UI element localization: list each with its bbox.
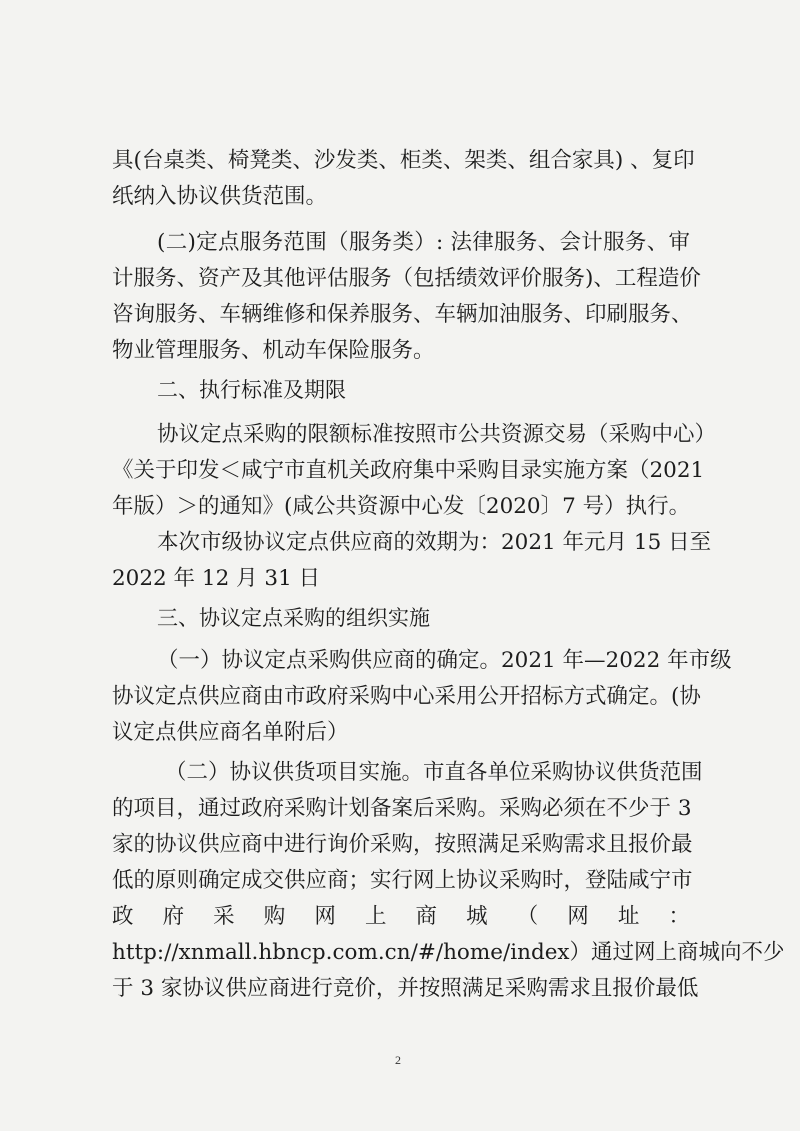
body-text-line: 咨询服务、车辆维修和保养服务、车辆加油服务、印刷服务、: [112, 302, 693, 327]
body-text-line: 年版）＞的通知》(咸公共资源中心发〔2020〕7 号）执行。: [112, 494, 691, 519]
body-text-line: 政 府 采 购 网 上 商 城 （ 网 址 ：: [112, 904, 690, 929]
body-text-line: 议定点供应商名单附后）: [112, 720, 349, 745]
body-text-line: 本次市级协议定点供应商的效期为：2021 年元月 15 日至: [157, 530, 712, 555]
page-number: 2: [395, 1053, 401, 1067]
body-text-line: 纸纳入协议供货范围。: [112, 184, 328, 209]
body-text-line: (二)定点服务范围（服务类）: 法律服务、会计服务、审: [157, 230, 690, 255]
body-text-line: 具(台桌类、椅凳类、沙发类、柜类、架类、组合家具) 、复印: [112, 148, 695, 173]
body-text-line: 2022 年 12 月 31 日: [112, 566, 321, 591]
body-text-line: 低的原则确定成交供应商；实行网上协议采购时，登陆咸宁市: [112, 868, 693, 893]
body-text-line: 协议定点供应商由市政府采购中心采用公开招标方式确定。(协: [112, 684, 701, 709]
body-text-line: 于 3 家协议供应商进行竞价，并按照满足采购需求且报价最低: [112, 976, 699, 1001]
body-text-line: 协议定点采购的限额标准按照市公共资源交易（采购中心）: [157, 422, 717, 447]
body-text-line: （一）协议定点采购供应商的确定。2021 年—2022 年市级: [157, 648, 732, 673]
body-text-line: http://xnmall.hbncp.com.cn/#/home/index）通过网上商城向不少: [112, 940, 785, 965]
body-text-line: 计服务、资产及其他评估服务（包括绩效评价服务)、工程造价: [112, 266, 701, 291]
section-heading: 二、执行标准及期限: [157, 378, 346, 402]
section-heading: 三、协议定点采购的组织实施: [157, 606, 430, 630]
body-text-line: （二）协议供货项目实施。市直各单位采购协议供货范围: [165, 760, 703, 785]
body-text-line: 物业管理服务、机动车保险服务。: [112, 338, 435, 363]
body-text-line: 的项目，通过政府采购计划备案后采购。采购必须在不少于 3: [112, 796, 692, 821]
body-text-line: 家的协议供应商中进行询价采购，按照满足采购需求且报价最: [112, 832, 693, 857]
body-text-line: 《关于印发＜咸宁市直机关政府集中采购目录实施方案（2021: [112, 458, 705, 483]
